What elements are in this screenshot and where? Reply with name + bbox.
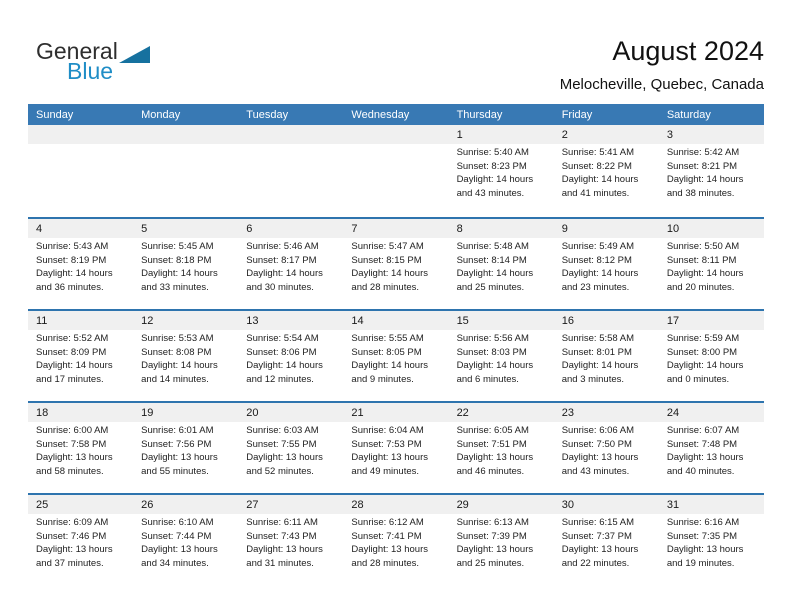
day-number-strip [449, 125, 554, 144]
sunrise-text: Sunrise: 6:09 AM [36, 517, 109, 528]
day-number-strip [554, 125, 659, 144]
day-number-strip [554, 219, 659, 238]
day-number-strip [28, 403, 133, 422]
day-number-strip [659, 125, 764, 144]
sunset-text: Sunset: 7:44 PM [141, 530, 212, 542]
sunset-text: Sunset: 7:46 PM [36, 530, 107, 542]
day-info [554, 144, 659, 200]
daylight-text-line1: Daylight: 13 hours [456, 452, 534, 463]
daylight-text-line1: Daylight: 13 hours [351, 452, 428, 463]
daylight-text-line1: Daylight: 13 hours [246, 452, 323, 463]
day-number: 27 [246, 498, 259, 511]
day-number: 18 [36, 406, 49, 419]
weekday-label-monday: Monday [141, 108, 181, 121]
day-info [449, 422, 554, 478]
day-number: 4 [36, 222, 43, 235]
day-cell-28 [343, 495, 448, 585]
day-info [659, 422, 764, 478]
daylight-text-line2: and 19 minutes. [666, 557, 735, 569]
weekday-label-friday: Friday [561, 108, 593, 121]
sunrise-text: Sunrise: 5:55 AM [351, 333, 424, 344]
daylight-text-line2: and 28 minutes. [351, 557, 420, 569]
day-cell-19 [133, 403, 238, 493]
sunset-text: Sunset: 8:15 PM [351, 254, 422, 266]
day-number-strip [133, 311, 238, 330]
daylight-text-line2: and 23 minutes. [561, 281, 630, 293]
day-number-strip [343, 495, 448, 514]
day-info [133, 330, 238, 386]
sunrise-text: Sunrise: 5:40 AM [456, 147, 529, 158]
day-cell-11 [28, 311, 133, 401]
daylight-text-line1: Daylight: 13 hours [36, 544, 113, 555]
day-info [28, 238, 133, 294]
sunrise-text: Sunrise: 6:11 AM [246, 517, 318, 528]
daylight-text-line1: Daylight: 14 hours [456, 360, 534, 371]
sunset-text: Sunset: 8:17 PM [246, 254, 317, 266]
daylight-text-line2: and 20 minutes. [666, 281, 735, 293]
day-cell-18 [28, 403, 133, 493]
day-info [659, 330, 764, 386]
day-cell-25 [28, 495, 133, 585]
sunset-text: Sunset: 8:22 PM [561, 160, 632, 172]
daylight-text-line2: and 3 minutes. [561, 373, 625, 385]
week-row [28, 125, 764, 217]
daylight-text-line1: Daylight: 14 hours [561, 174, 639, 185]
sunset-text: Sunset: 7:56 PM [141, 438, 212, 450]
daylight-text-line2: and 25 minutes. [456, 557, 525, 569]
day-info [133, 514, 238, 570]
sunset-text: Sunset: 7:39 PM [456, 530, 527, 542]
day-info [449, 514, 554, 570]
sunrise-text: Sunrise: 5:45 AM [141, 241, 214, 252]
day-info [238, 422, 343, 478]
day-number: 1 [456, 128, 463, 141]
sunset-text: Sunset: 7:35 PM [666, 530, 738, 542]
day-cell-16 [554, 311, 659, 401]
daylight-text-line2: and 46 minutes. [456, 465, 525, 477]
daylight-text-line2: and 43 minutes. [561, 465, 630, 477]
sunrise-text: Sunrise: 5:42 AM [666, 147, 740, 158]
day-number-strip [343, 219, 448, 238]
day-cell-21 [343, 403, 448, 493]
daylight-text-line1: Daylight: 13 hours [141, 544, 218, 555]
day-cell-4 [28, 219, 133, 309]
page-title: August 2024 [612, 36, 764, 66]
sunrise-text: Sunrise: 6:01 AM [141, 425, 214, 436]
day-number: 13 [246, 314, 259, 327]
weekday-label-tuesday: Tuesday [246, 108, 289, 121]
daylight-text-line1: Daylight: 13 hours [561, 452, 639, 463]
logo-text-blue: Blue [67, 58, 114, 84]
sunrise-text: Sunrise: 5:59 AM [666, 333, 740, 344]
day-number: 5 [141, 222, 148, 235]
sunrise-text: Sunrise: 6:06 AM [561, 425, 635, 436]
day-number-strip [28, 219, 133, 238]
day-info [238, 238, 343, 294]
sunrise-text: Sunrise: 5:48 AM [456, 241, 529, 252]
daylight-text-line1: Daylight: 14 hours [561, 360, 639, 371]
daylight-text-line2: and 43 minutes. [456, 187, 525, 199]
day-info [554, 330, 659, 386]
daylight-text-line1: Daylight: 13 hours [456, 544, 534, 555]
day-info [449, 238, 554, 294]
day-number-strip [343, 403, 448, 422]
day-number-strip [554, 311, 659, 330]
daylight-text-line1: Daylight: 14 hours [141, 360, 218, 371]
day-info [343, 330, 448, 386]
week-row [28, 217, 764, 309]
day-info [554, 238, 659, 294]
daylight-text-line2: and 28 minutes. [351, 281, 420, 293]
daylight-text-line2: and 38 minutes. [666, 187, 735, 199]
day-number-strip [238, 495, 343, 514]
sunrise-text: Sunrise: 6:12 AM [351, 517, 424, 528]
day-number: 8 [456, 222, 463, 235]
daylight-text-line2: and 49 minutes. [351, 465, 420, 477]
day-number: 11 [36, 314, 48, 327]
daylight-text-line2: and 41 minutes. [561, 187, 630, 199]
sunset-text: Sunset: 7:37 PM [561, 530, 632, 542]
day-number: 23 [561, 406, 574, 419]
sunset-text: Sunset: 8:12 PM [561, 254, 632, 266]
daylight-text-line1: Daylight: 13 hours [141, 452, 218, 463]
sunset-text: Sunset: 8:00 PM [666, 346, 738, 358]
sunrise-text: Sunrise: 6:16 AM [666, 517, 740, 528]
day-cell-20 [238, 403, 343, 493]
day-number: 22 [456, 406, 469, 419]
daylight-text-line2: and 36 minutes. [36, 281, 104, 293]
daylight-text-line2: and 22 minutes. [561, 557, 630, 569]
day-cell-14 [343, 311, 448, 401]
general-blue-logo [36, 38, 150, 85]
day-number: 20 [246, 406, 259, 419]
sunrise-text: Sunrise: 5:43 AM [36, 241, 109, 252]
daylight-text-line2: and 31 minutes. [246, 557, 314, 569]
daylight-text-line2: and 58 minutes. [36, 465, 104, 477]
day-info [659, 144, 764, 200]
daylight-text-line1: Daylight: 13 hours [666, 544, 744, 555]
day-info [343, 422, 448, 478]
day-number-strip [133, 219, 238, 238]
day-number-strip [238, 403, 343, 422]
day-cell-27 [238, 495, 343, 585]
daylight-text-line1: Daylight: 13 hours [351, 544, 428, 555]
day-number-strip [343, 125, 448, 144]
day-number-strip [554, 495, 659, 514]
sunset-text: Sunset: 7:48 PM [666, 438, 738, 450]
daylight-text-line1: Daylight: 13 hours [666, 452, 744, 463]
sunrise-text: Sunrise: 5:49 AM [561, 241, 635, 252]
day-cell-29 [449, 495, 554, 585]
sunrise-text: Sunrise: 6:15 AM [561, 517, 635, 528]
day-number-strip [449, 311, 554, 330]
sunrise-text: Sunrise: 6:10 AM [141, 517, 214, 528]
day-info [28, 330, 133, 386]
day-cell-12 [133, 311, 238, 401]
sunset-text: Sunset: 7:58 PM [36, 438, 107, 450]
weekday-label-thursday: Thursday [456, 108, 503, 121]
day-number-strip [133, 403, 238, 422]
day-number-strip [449, 403, 554, 422]
daylight-text-line2: and 14 minutes. [141, 373, 209, 385]
logo-triangle-icon [119, 46, 150, 63]
weekday-label-saturday: Saturday [666, 108, 711, 121]
day-cell-30 [554, 495, 659, 585]
sunrise-text: Sunrise: 5:56 AM [456, 333, 529, 344]
day-number-strip [28, 125, 133, 144]
daylight-text-line1: Daylight: 14 hours [246, 268, 323, 279]
daylight-text-line2: and 25 minutes. [456, 281, 525, 293]
empty-cell [133, 125, 238, 217]
weekday-header-row [28, 104, 764, 125]
day-cell-6 [238, 219, 343, 309]
day-info [343, 238, 448, 294]
sunrise-text: Sunrise: 5:46 AM [246, 241, 319, 252]
sunrise-text: Sunrise: 6:07 AM [666, 425, 740, 436]
daylight-text-line1: Daylight: 14 hours [456, 268, 534, 279]
sunrise-text: Sunrise: 6:05 AM [456, 425, 529, 436]
day-number-strip [659, 311, 764, 330]
sunset-text: Sunset: 7:50 PM [561, 438, 632, 450]
day-cell-17 [659, 311, 764, 401]
daylight-text-line2: and 0 minutes. [666, 373, 730, 385]
day-number: 31 [666, 498, 680, 511]
daylight-text-line2: and 34 minutes. [141, 557, 209, 569]
day-number: 17 [666, 314, 680, 327]
day-info [449, 144, 554, 200]
day-number: 16 [561, 314, 574, 327]
daylight-text-line2: and 40 minutes. [666, 465, 735, 477]
sunset-text: Sunset: 8:23 PM [456, 160, 527, 172]
day-number: 9 [561, 222, 568, 235]
sunset-text: Sunset: 8:18 PM [141, 254, 212, 266]
sunrise-text: Sunrise: 6:04 AM [351, 425, 424, 436]
day-number: 10 [666, 222, 680, 235]
sunrise-text: Sunrise: 5:52 AM [36, 333, 109, 344]
sunrise-text: Sunrise: 5:41 AM [561, 147, 635, 158]
sunset-text: Sunset: 8:14 PM [456, 254, 527, 266]
sunset-text: Sunset: 8:09 PM [36, 346, 107, 358]
sunrise-text: Sunrise: 5:47 AM [351, 241, 424, 252]
daylight-text-line2: and 30 minutes. [246, 281, 314, 293]
sunrise-text: Sunrise: 6:13 AM [456, 517, 529, 528]
daylight-text-line1: Daylight: 14 hours [666, 268, 744, 279]
daylight-text-line2: and 52 minutes. [246, 465, 314, 477]
week-row [28, 493, 764, 585]
day-number: 24 [666, 406, 680, 419]
day-number: 6 [246, 222, 253, 235]
day-info [554, 422, 659, 478]
day-number-strip [659, 403, 764, 422]
daylight-text-line1: Daylight: 14 hours [141, 268, 218, 279]
day-number: 12 [141, 314, 154, 327]
day-number-strip [449, 219, 554, 238]
sunset-text: Sunset: 7:43 PM [246, 530, 317, 542]
day-number-strip [343, 311, 448, 330]
sunset-text: Sunset: 8:21 PM [666, 160, 738, 172]
day-number-strip [133, 495, 238, 514]
daylight-text-line1: Daylight: 14 hours [351, 360, 428, 371]
day-cell-9 [554, 219, 659, 309]
day-cell-7 [343, 219, 448, 309]
day-cell-5 [133, 219, 238, 309]
weekday-label-sunday: Sunday [36, 108, 74, 121]
logo-text-general: General [36, 38, 118, 64]
sunset-text: Sunset: 8:08 PM [141, 346, 212, 358]
day-cell-1 [449, 125, 554, 217]
day-cell-3 [659, 125, 764, 217]
day-info [659, 238, 764, 294]
day-info [238, 330, 343, 386]
day-number: 29 [456, 498, 469, 511]
day-cell-8 [449, 219, 554, 309]
daylight-text-line1: Daylight: 13 hours [561, 544, 639, 555]
daylight-text-line1: Daylight: 13 hours [246, 544, 323, 555]
sunset-text: Sunset: 7:53 PM [351, 438, 422, 450]
day-cell-23 [554, 403, 659, 493]
sunset-text: Sunset: 7:41 PM [351, 530, 422, 542]
sunset-text: Sunset: 7:55 PM [246, 438, 317, 450]
daylight-text-line1: Daylight: 14 hours [666, 360, 744, 371]
sunrise-text: Sunrise: 5:53 AM [141, 333, 214, 344]
weekday-label-wednesday: Wednesday [351, 108, 410, 121]
day-number: 2 [561, 128, 568, 141]
day-number: 19 [141, 406, 154, 419]
day-number-strip [238, 125, 343, 144]
day-info [449, 330, 554, 386]
day-cell-15 [449, 311, 554, 401]
day-number: 21 [351, 406, 364, 419]
day-cell-26 [133, 495, 238, 585]
daylight-text-line1: Daylight: 14 hours [666, 174, 744, 185]
day-number-strip [659, 219, 764, 238]
empty-cell [343, 125, 448, 217]
daylight-text-line2: and 6 minutes. [456, 373, 519, 385]
day-info [659, 514, 764, 570]
sunrise-text: Sunrise: 5:50 AM [666, 241, 740, 252]
sunset-text: Sunset: 8:11 PM [666, 254, 737, 266]
day-number: 7 [351, 222, 358, 235]
daylight-text-line1: Daylight: 14 hours [246, 360, 323, 371]
calendar-grid [28, 104, 764, 585]
daylight-text-line2: and 17 minutes. [36, 373, 104, 385]
daylight-text-line2: and 33 minutes. [141, 281, 209, 293]
day-info [238, 514, 343, 570]
daylight-text-line1: Daylight: 14 hours [36, 360, 113, 371]
daylight-text-line2: and 9 minutes. [351, 373, 414, 385]
day-number: 28 [351, 498, 364, 511]
sunset-text: Sunset: 8:03 PM [456, 346, 527, 358]
sunrise-text: Sunrise: 5:58 AM [561, 333, 635, 344]
day-number-strip [238, 219, 343, 238]
day-info [554, 514, 659, 570]
day-number-strip [238, 311, 343, 330]
empty-cell [238, 125, 343, 217]
day-number: 15 [456, 314, 469, 327]
day-number: 30 [561, 498, 574, 511]
week-row [28, 309, 764, 401]
day-number: 14 [351, 314, 364, 327]
day-cell-24 [659, 403, 764, 493]
day-number-strip [28, 311, 133, 330]
daylight-text-line1: Daylight: 14 hours [456, 174, 534, 185]
daylight-text-line1: Daylight: 13 hours [36, 452, 113, 463]
sunrise-text: Sunrise: 6:03 AM [246, 425, 319, 436]
daylight-text-line2: and 55 minutes. [141, 465, 209, 477]
day-number-strip [133, 125, 238, 144]
daylight-text-line2: and 12 minutes. [246, 373, 314, 385]
daylight-text-line1: Daylight: 14 hours [36, 268, 113, 279]
day-number: 25 [36, 498, 49, 511]
page-subtitle: Melocheville, Quebec, Canada [559, 76, 764, 93]
day-number-strip [659, 495, 764, 514]
daylight-text-line1: Daylight: 14 hours [561, 268, 639, 279]
daylight-text-line2: and 37 minutes. [36, 557, 104, 569]
day-info [133, 238, 238, 294]
day-number-strip [554, 403, 659, 422]
day-number: 26 [141, 498, 154, 511]
weeks-container [28, 125, 764, 585]
day-number-strip [449, 495, 554, 514]
day-cell-10 [659, 219, 764, 309]
day-number: 3 [666, 128, 673, 141]
week-row [28, 401, 764, 493]
day-info [28, 422, 133, 478]
sunset-text: Sunset: 8:06 PM [246, 346, 317, 358]
empty-cell [28, 125, 133, 217]
daylight-text-line1: Daylight: 14 hours [351, 268, 428, 279]
sunrise-text: Sunrise: 6:00 AM [36, 425, 109, 436]
day-info [343, 514, 448, 570]
day-cell-31 [659, 495, 764, 585]
day-info [28, 514, 133, 570]
day-cell-2 [554, 125, 659, 217]
day-info [133, 422, 238, 478]
day-number-strip [28, 495, 133, 514]
day-cell-13 [238, 311, 343, 401]
sunset-text: Sunset: 7:51 PM [456, 438, 527, 450]
sunset-text: Sunset: 8:01 PM [561, 346, 632, 358]
day-cell-22 [449, 403, 554, 493]
sunset-text: Sunset: 8:19 PM [36, 254, 107, 266]
sunset-text: Sunset: 8:05 PM [351, 346, 422, 358]
sunrise-text: Sunrise: 5:54 AM [246, 333, 319, 344]
